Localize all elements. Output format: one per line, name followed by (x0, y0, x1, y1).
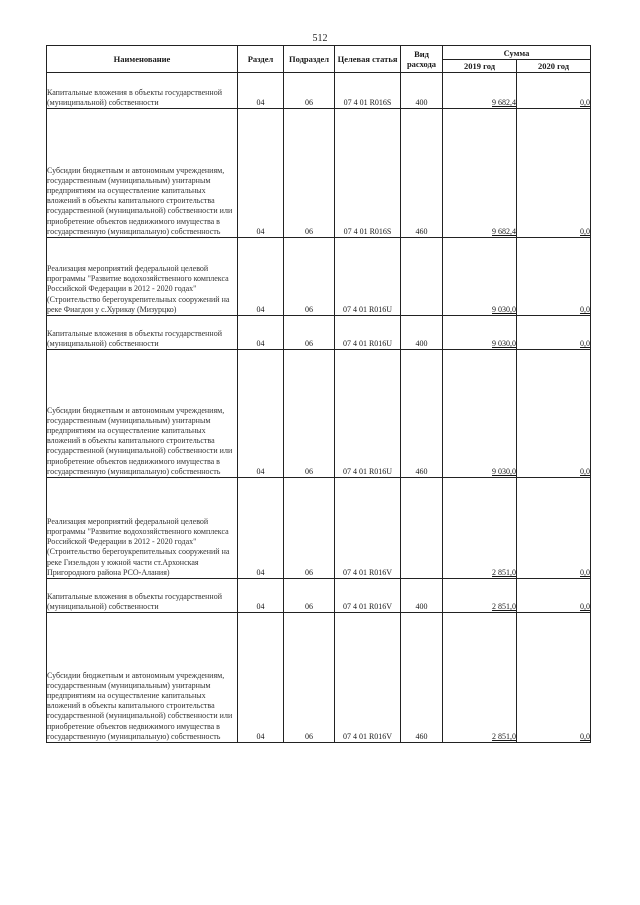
row-name-cell: Капитальные вложения в объекты государственной (муниципальной) собственности (47, 73, 238, 109)
budget-table (46, 45, 591, 743)
row-section-cell: 04 (238, 316, 284, 350)
header-subsection: Подраздел (284, 46, 335, 73)
table-row (47, 579, 591, 613)
row-2019-value: 2 851,0 (492, 601, 516, 611)
row-2019-value: 9 030,0 (492, 466, 516, 476)
row-expense-cell: 400 (401, 73, 443, 109)
table-row (47, 350, 591, 478)
row-2019-value: 2 851,0 (492, 567, 516, 577)
row-article-cell: 07 4 01 R016V (335, 579, 401, 613)
row-expense-cell: 400 (401, 316, 443, 350)
row-2020-value: 0,0 (580, 567, 590, 577)
row-2019-value: 9 030,0 (492, 338, 516, 348)
row-2019-cell (443, 613, 517, 743)
row-section-cell: 04 (238, 238, 284, 316)
row-section-cell: 04 (238, 579, 284, 613)
row-2020-cell (517, 316, 591, 350)
header-name: Наименование (47, 46, 238, 73)
row-article-cell: 07 4 01 R016V (335, 478, 401, 579)
row-2019-value: 2 851,0 (492, 731, 516, 741)
page-number: 512 (312, 33, 328, 44)
row-name-cell: Капитальные вложения в объекты государственной (муниципальной) собственности (47, 316, 238, 350)
row-expense-cell: 460 (401, 109, 443, 238)
row-article-cell: 07 4 01 R016V (335, 613, 401, 743)
table-row (47, 238, 591, 316)
row-article-cell: 07 4 01 R016S (335, 73, 401, 109)
row-expense-cell (401, 238, 443, 316)
table-row (47, 73, 591, 109)
row-name-cell: Субсидии бюджетным и автономным учреждениям, государственным (муниципальным) унитарным предприятиям на осуществление капитальных вложений в объекты капитального строительства государственной (муниципальной) собственности или приобретение объектов недвижимого имущества в государственную (муниципальную) собственность (47, 109, 238, 238)
table-row (47, 613, 591, 743)
row-2020-value: 0,0 (580, 601, 590, 611)
row-name-cell: Реализация мероприятий федеральной целевой программы "Развитие водохозяйственного комплекса Российской Федерации в 2012 - 2020 годах" (Строительство берегоукрепительных сооружений на реке Гизельдон у южной части ст.Архонская Пригородного района РСО-Алания) (47, 478, 238, 579)
row-2020-value: 0,0 (580, 466, 590, 476)
row-subsection-cell: 06 (284, 73, 335, 109)
row-2019-cell (443, 109, 517, 238)
row-name-cell: Реализация мероприятий федеральной целевой программы "Развитие водохозяйственного комплекса Российской Федерации в 2012 - 2020 годах" (Строительство берегоукрепительных сооружений на реке Фиагдон у с.Хурикау (Мизурцко) (47, 238, 238, 316)
row-2020-value: 0,0 (580, 304, 590, 314)
row-subsection-cell: 06 (284, 579, 335, 613)
row-2020-cell (517, 238, 591, 316)
row-2019-value: 9 682,4 (492, 97, 516, 107)
row-subsection-cell: 06 (284, 316, 335, 350)
row-expense-cell (401, 478, 443, 579)
row-2020-cell (517, 478, 591, 579)
row-2019-cell (443, 478, 517, 579)
row-subsection-cell: 06 (284, 478, 335, 579)
row-subsection-cell: 06 (284, 350, 335, 478)
row-subsection-cell: 06 (284, 238, 335, 316)
table-body (47, 73, 591, 743)
row-2020-cell (517, 613, 591, 743)
header-year-2019: 2019 год (443, 60, 517, 73)
row-2020-cell (517, 350, 591, 478)
row-2019-value: 9 682,4 (492, 226, 516, 236)
row-section-cell: 04 (238, 73, 284, 109)
row-expense-cell: 460 (401, 613, 443, 743)
row-article-cell: 07 4 01 R016U (335, 238, 401, 316)
row-section-cell: 04 (238, 109, 284, 238)
row-section-cell: 04 (238, 350, 284, 478)
header-year-2020: 2020 год (517, 60, 591, 73)
header-target-article: Целевая статья (335, 46, 401, 73)
row-2020-value: 0,0 (580, 731, 590, 741)
row-2019-cell (443, 350, 517, 478)
header-sum: Сумма (443, 46, 591, 60)
row-expense-cell: 460 (401, 350, 443, 478)
row-article-cell: 07 4 01 R016U (335, 316, 401, 350)
row-subsection-cell: 06 (284, 109, 335, 238)
row-name-cell: Субсидии бюджетным и автономным учреждениям, государственным (муниципальным) унитарным предприятиям на осуществление капитальных вложений в объекты капитального строительства государственной (муниципальной) собственности или приобретение объектов недвижимого имущества в государственную (муниципальную) собственность (47, 613, 238, 743)
row-name-cell: Субсидии бюджетным и автономным учреждениям, государственным (муниципальным) унитарным предприятиям на осуществление капитальных вложений в объекты капитального строительства государственной (муниципальной) собственности или приобретение объектов недвижимого имущества в государственную (муниципальную) собственность (47, 350, 238, 478)
row-name-cell: Капитальные вложения в объекты государственной (муниципальной) собственности (47, 579, 238, 613)
row-2019-cell (443, 238, 517, 316)
row-2020-value: 0,0 (580, 338, 590, 348)
row-section-cell: 04 (238, 613, 284, 743)
row-subsection-cell: 06 (284, 613, 335, 743)
header-section: Раздел (238, 46, 284, 73)
row-2020-value: 0,0 (580, 97, 590, 107)
row-2019-cell (443, 73, 517, 109)
header-expense-type: Вид расхода (401, 46, 443, 73)
row-2019-cell (443, 316, 517, 350)
row-2019-cell (443, 579, 517, 613)
row-2020-cell (517, 579, 591, 613)
row-2020-cell (517, 109, 591, 238)
row-section-cell: 04 (238, 478, 284, 579)
table-row (47, 316, 591, 350)
row-2019-value: 9 030,0 (492, 304, 516, 314)
table-row (47, 109, 591, 238)
table-row (47, 478, 591, 579)
row-article-cell: 07 4 01 R016U (335, 350, 401, 478)
row-2020-value: 0,0 (580, 226, 590, 236)
row-article-cell: 07 4 01 R016S (335, 109, 401, 238)
row-expense-cell: 400 (401, 579, 443, 613)
row-2020-cell (517, 73, 591, 109)
